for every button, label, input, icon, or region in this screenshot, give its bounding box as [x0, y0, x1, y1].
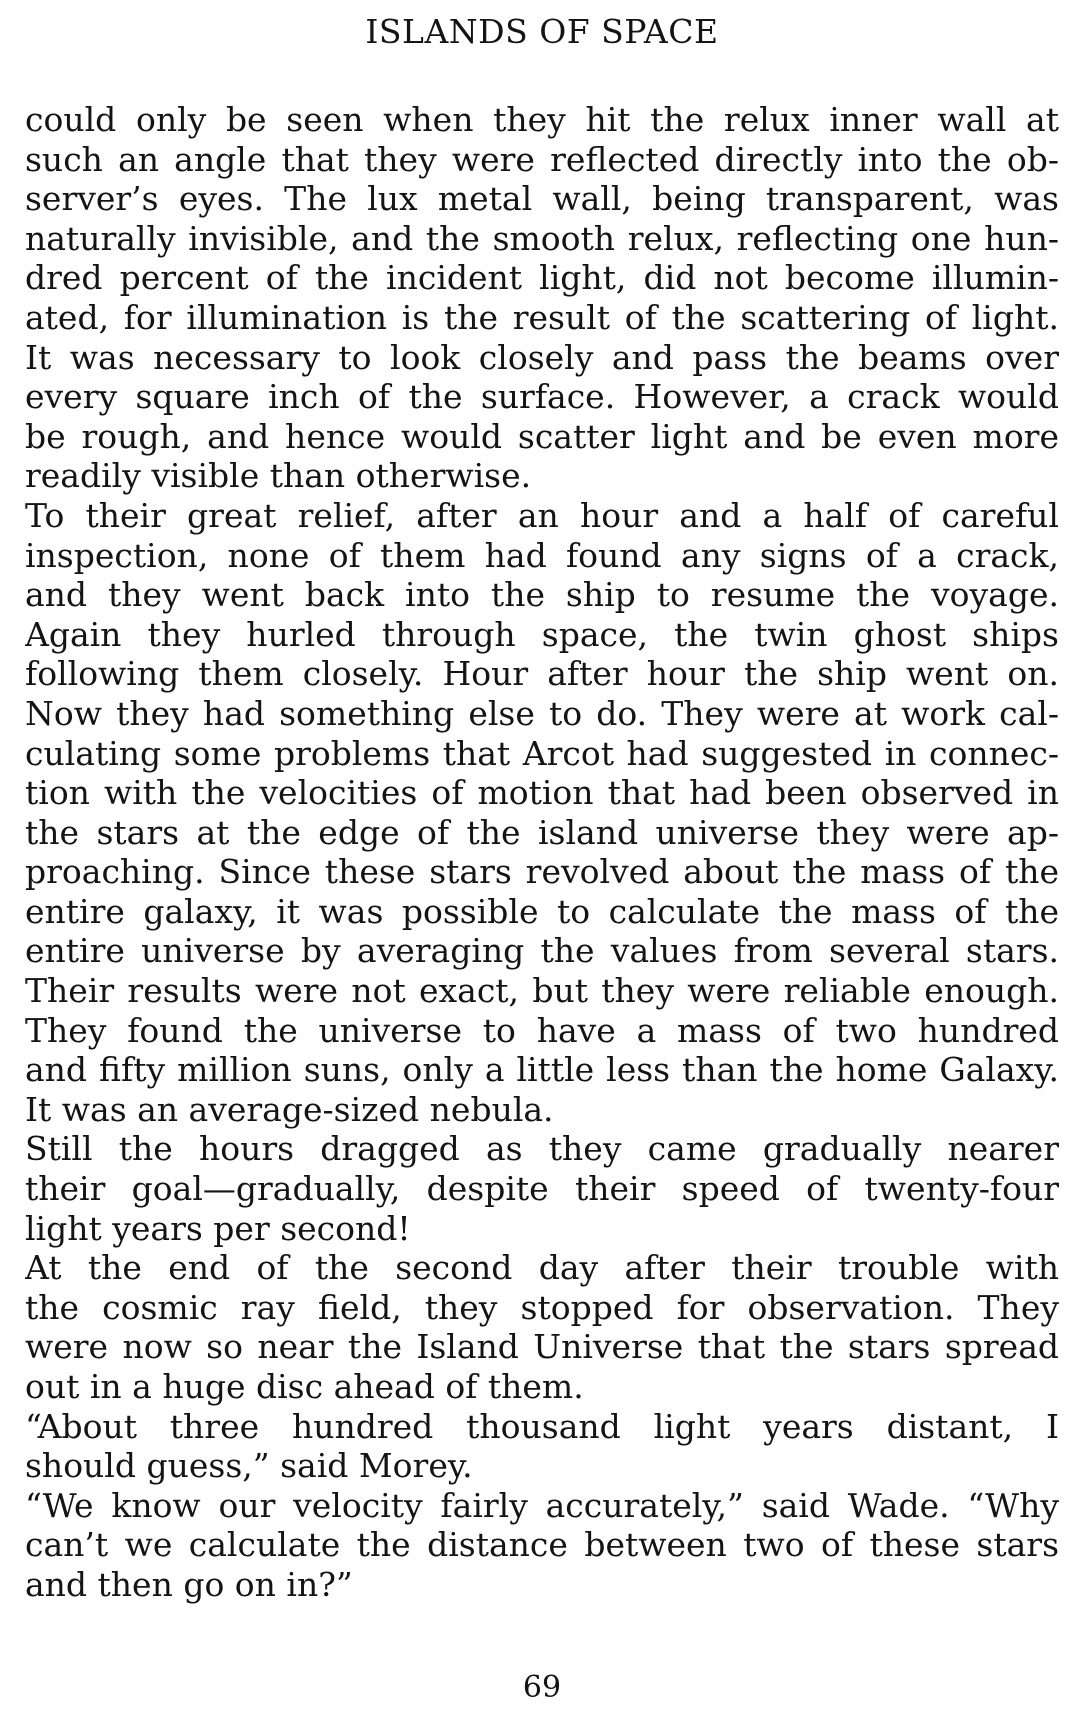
running-head-title: ISLANDS OF SPACE	[365, 12, 719, 51]
text-line: dred percent of the incident light, did not become illumin-	[25, 258, 1059, 298]
text-line: and fifty million suns, only a little less than the home Galaxy.	[25, 1050, 1059, 1090]
text-line: light years per second!	[25, 1208, 411, 1248]
text-line: be rough, and hence would scatter light and be even more	[25, 416, 1059, 456]
text-line: To their great relief, after an hour and a half of careful	[25, 495, 1059, 535]
text-line: following them closely. Hour after hour the ship went on.	[25, 654, 1059, 694]
text-line: were now so near the Island Universe that the stars spread	[25, 1327, 1059, 1367]
text-line: could only be seen when they hit the relux inner wall at	[25, 100, 1059, 139]
text-line: It was an average-sized nebula.	[25, 1089, 554, 1129]
text-line: proaching. Since these stars revolved about the mass of the	[25, 852, 1059, 892]
text-line: and then go on in?”	[25, 1564, 353, 1604]
text-line: At the end of the second day after their trouble with	[25, 1248, 1059, 1288]
text-line: ated, for illumination is the result of the scattering of light.	[25, 297, 1059, 337]
text-line: “We know our velocity fairly accurately,” said Wade. “Why	[25, 1485, 1059, 1525]
text-line: Still the hours dragged as they came gradually nearer	[25, 1129, 1059, 1169]
text-line: tion with the velocities of motion that had been observed in	[25, 773, 1059, 813]
text-line: such an angle that they were reflected directly into the ob-	[25, 139, 1059, 179]
text-line: readily visible than otherwise.	[25, 456, 532, 496]
text-line: every square inch of the surface. However, a crack would	[25, 377, 1059, 417]
text-line: They found the universe to have a mass of two hundred	[25, 1010, 1059, 1050]
text-line: their goal—gradually, despite their speed of twenty-four	[25, 1169, 1059, 1209]
text-line: naturally invisible, and the smooth relux, reflecting one hun-	[25, 218, 1059, 258]
text-line: and they went back into the ship to resume the voyage.	[25, 575, 1059, 615]
text-line: Their results were not exact, but they were reliable enough.	[25, 971, 1059, 1011]
text-line: inspection, none of them had found any signs of a crack,	[25, 535, 1059, 575]
text-line: culating some problems that Arcot had suggested in connec-	[25, 733, 1059, 773]
text-line: entire galaxy, it was possible to calculate the mass of the	[25, 891, 1059, 931]
text-line: can’t we calculate the distance between two of these stars	[25, 1525, 1059, 1565]
text-line: entire universe by averaging the values from several stars.	[25, 931, 1059, 971]
page-number: 69	[522, 1670, 562, 1705]
text-line: should guess,” said Morey.	[25, 1446, 473, 1486]
text-line: out in a huge disc ahead of them.	[25, 1367, 584, 1406]
body-text	[25, 100, 1059, 1605]
text-line: Again they hurled through space, the twin ghost ships	[25, 614, 1059, 654]
text-line: the cosmic ray field, they stopped for observation. They	[25, 1287, 1059, 1327]
text-line: the stars at the edge of the island universe they were ap-	[25, 812, 1059, 852]
text-line: Now they had something else to do. They were at work cal-	[25, 693, 1059, 733]
text-line: It was necessary to look closely and pass the beams over	[25, 337, 1059, 377]
text-line: server’s eyes. The lux metal wall, being transparent, was	[25, 179, 1059, 219]
text-line: “About three hundred thousand light years distant, I	[25, 1406, 1059, 1446]
